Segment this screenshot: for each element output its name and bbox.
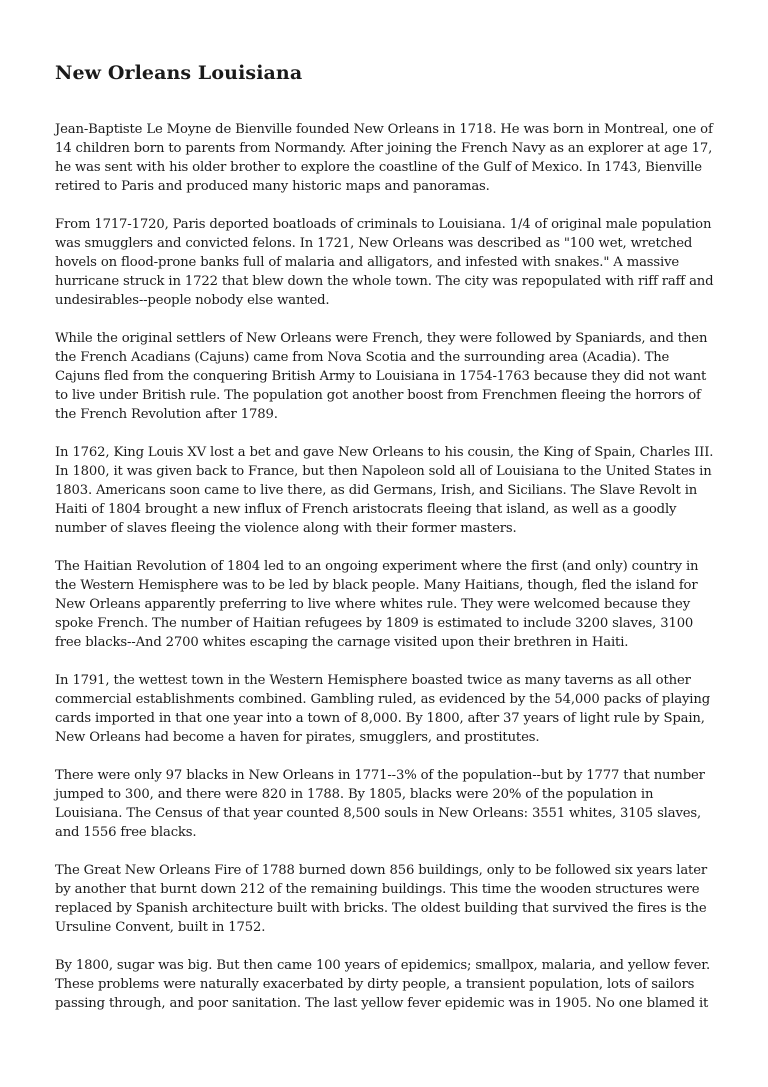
- paragraph-epidemics: By 1800, sugar was big. But then came 100 years of epidemics; smallpox, malaria, and yellow fever. These problems were naturally exacerbated by dirty people, a transient population, lots of sailors passing through, and poor sanitation. The last yellow fever epidemic was in 1905. No one blamed it: [55, 958, 710, 1011]
- paragraph-haitian-revolution: The Haitian Revolution of 1804 led to an ongoing experiment where the first (and only) country in the Western Hemisphere was to be led by black people. Many Haitians, though, fled the island for New Orleans apparently preferring to live where whites rule. They were welcomed because they spoke French. The number of Haitian refugees by 1809 is estimated to include 3200 slaves, 3100 free blacks--And 2700 whites escaping the carnage visited upon their brethren in Haiti.: [55, 559, 699, 650]
- paragraph-population: There were only 97 blacks in New Orleans in 1771--3% of the population--but by 1777 that number jumped to 300, and there were 820 in 1788. By 1805, blacks were 20% of the population in Louisiana. The Census of that year counted 8,500 souls in New Orleans: 3551 whites, 3105 slaves, and 1556 free blacks.: [55, 768, 705, 840]
- paragraph-deportation: From 1717-1720, Paris deported boatloads of criminals to Louisiana. 1/4 of original male population was smugglers and convicted felons. In 1721, New Orleans was described as "100 wet, wretched hovels on flood-prone banks full of malaria and alligators, and infested with snakes." A massive hurricane struck in 1722 that blew down the whole town. The city was repopulated with riff raff and undesirables--people nobody else wanted.: [55, 217, 714, 308]
- paragraph-settlers: While the original settlers of New Orleans were French, they were followed by Spaniards, and then the French Acadians (Cajuns) came from Nova Scotia and the surrounding area (Acadia). The Cajuns fled from the conquering British Army to Louisiana in 1754-1763 because they did not want to live under British rule. The population got another boost from Frenchmen fleeing the horrors of the French Revolution after 1789.: [55, 331, 708, 422]
- paragraph-spanish-rule: In 1762, King Louis XV lost a bet and gave New Orleans to his cousin, the King of Spain, Charles III. In 1800, it was given back to France, but then Napoleon sold all of Louisiana to the United States in 1803. Americans soon came to live there, as did Germans, Irish, and Sicilians. The Slave Revolt in Haiti of 1804 brought a new influx of French aristocrats fleeing that island, as well as a goodly number of slaves fleeing the violence along with their former masters.: [55, 445, 714, 536]
- paragraph-taverns: In 1791, the wettest town in the Western Hemisphere boasted twice as many taverns as all other commercial establishments combined. Gambling ruled, as evidenced by the 54,000 packs of playing cards imported in that one year into a town of 8,000. By 1800, after 37 years of light rule by Spain, New Orleans had become a haven for pirates, smugglers, and prostitutes.: [55, 673, 711, 745]
- document-title: New Orleans Louisiana: [55, 62, 303, 84]
- document-page: [55, 58, 715, 1032]
- paragraph-great-fire: The Great New Orleans Fire of 1788 burned down 856 buildings, only to be followed six years later by another that burnt down 212 of the remaining buildings. This time the wooden structures were replaced by Spanish architecture built with bricks. The oldest building that survived the fires is the Ursuline Convent, built in 1752.: [55, 863, 708, 935]
- paragraph-bienville: Jean-Baptiste Le Moyne de Bienville founded New Orleans in 1718. He was born in Montreal, one of 14 children born to parents from Normandy. After joining the French Navy as an explorer at age 17, he was sent with his older brother to explore the coastline of the Gulf of Mexico. In 1743, Bienville retired to Paris and produced many historic maps and panoramas.: [55, 122, 713, 194]
